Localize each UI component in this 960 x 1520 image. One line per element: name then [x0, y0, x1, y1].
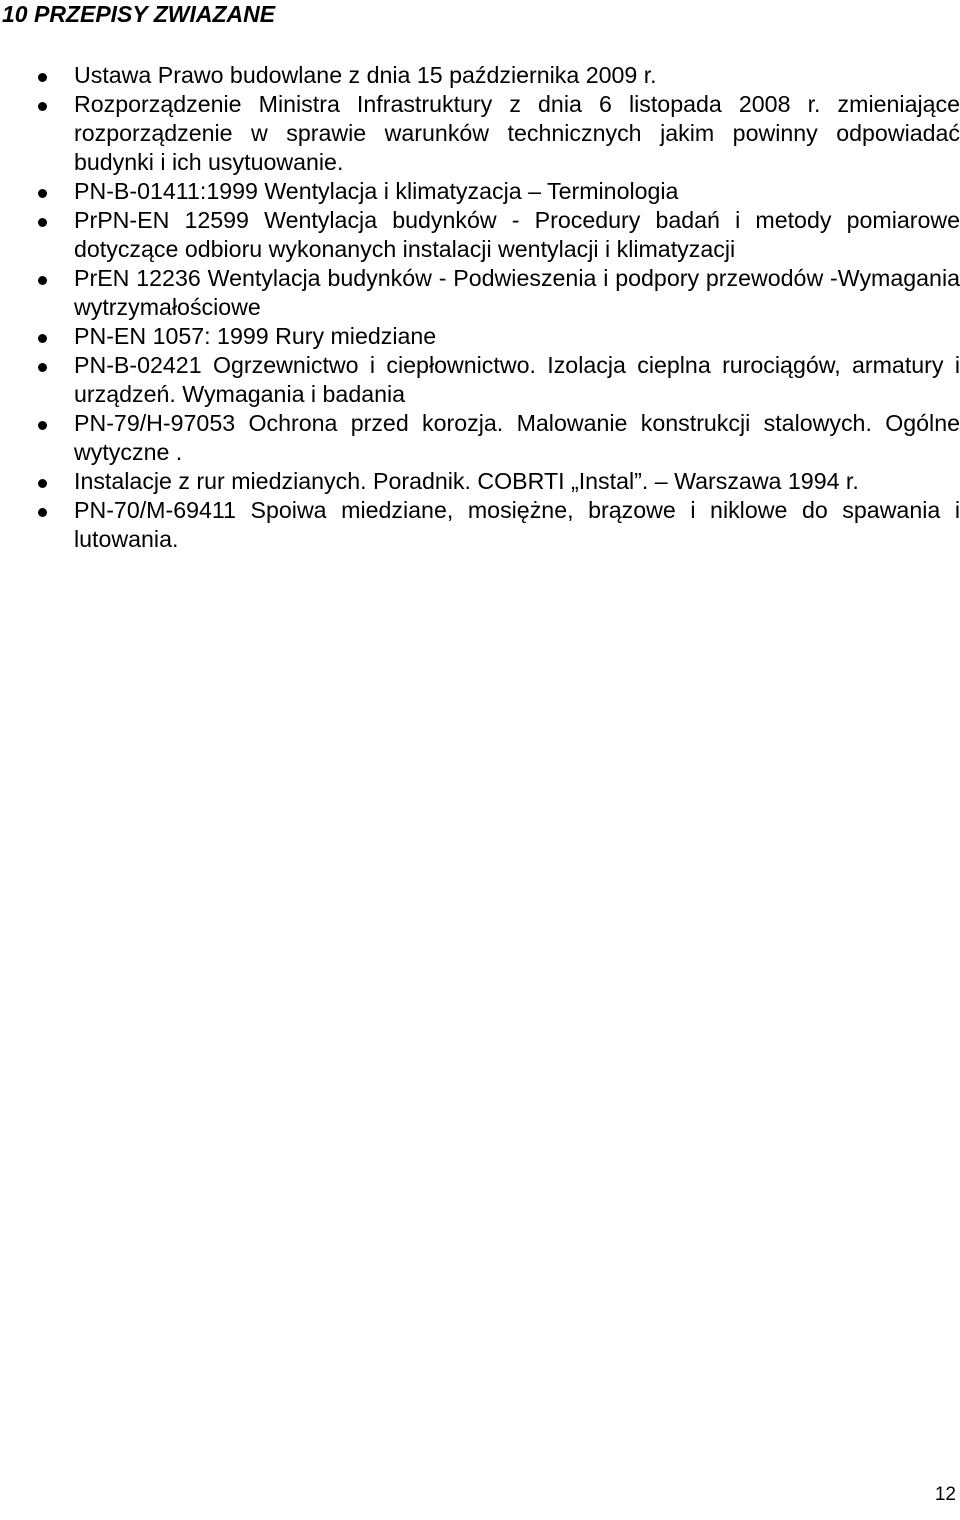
reference-text: PrPN-EN 12599 Wentylacja budynków - Procedury badań i metody pomiarowe dotyczące odbioru wykonanych instalacji wentylacji i klimatyzacji: [74, 207, 960, 262]
list-item: [0, 264, 960, 322]
bullet-icon: [38, 218, 47, 227]
list-item: [0, 61, 960, 90]
list-item: [0, 90, 960, 177]
bullet-icon: [38, 73, 47, 82]
list-item: [0, 409, 960, 467]
reference-text: PN-B-02421 Ogrzewnictwo i ciepłownictwo. Izolacja cieplna rurociągów, armatury i urządzeń. Wymagania i badania: [74, 352, 960, 407]
page-number: 12: [934, 1484, 956, 1505]
bullet-icon: [38, 421, 47, 430]
bullet-icon: [38, 102, 47, 111]
list-item: [0, 322, 960, 351]
list-item: [0, 351, 960, 409]
list-item: [0, 467, 960, 496]
list-item: [0, 177, 960, 206]
bullet-icon: [38, 363, 47, 372]
reference-text: Rozporządzenie Ministra Infrastruktury z dnia 6 listopada 2008 r. zmieniające rozporządzenie w sprawie warunków technicznych jakim powinny odpowiadać budynki i ich usytuowanie.: [74, 91, 960, 175]
bullet-icon: [38, 276, 47, 285]
reference-text: PrEN 12236 Wentylacja budynków - Podwieszenia i podpory przewodów -Wymagania wytrzymałościowe: [74, 265, 960, 320]
reference-text: Ustawa Prawo budowlane z dnia 15 października 2009 r.: [74, 62, 657, 88]
reference-text: PN-79/H-97053 Ochrona przed korozja. Malowanie konstrukcji stalowych. Ogólne wytyczne .: [74, 410, 960, 465]
section-heading: 10 PRZEPISY ZWIAZANE: [2, 1, 276, 27]
reference-text: Instalacje z rur miedzianych. Poradnik. COBRTI „Instal”. – Warszawa 1994 r.: [74, 468, 859, 494]
bullet-icon: [38, 479, 47, 488]
reference-text: PN-B-01411:1999 Wentylacja i klimatyzacja – Terminologia: [74, 178, 679, 204]
bullet-icon: [38, 334, 47, 343]
list-item: [0, 496, 960, 554]
references-list: [0, 61, 960, 554]
bullet-icon: [38, 508, 47, 517]
bullet-icon: [38, 189, 47, 198]
reference-text: PN-70/M-69411 Spoiwa miedziane, mosiężne, brązowe i niklowe do spawania i lutowania.: [74, 497, 960, 552]
reference-text: PN-EN 1057: 1999 Rury miedziane: [74, 323, 437, 349]
list-item: [0, 206, 960, 264]
